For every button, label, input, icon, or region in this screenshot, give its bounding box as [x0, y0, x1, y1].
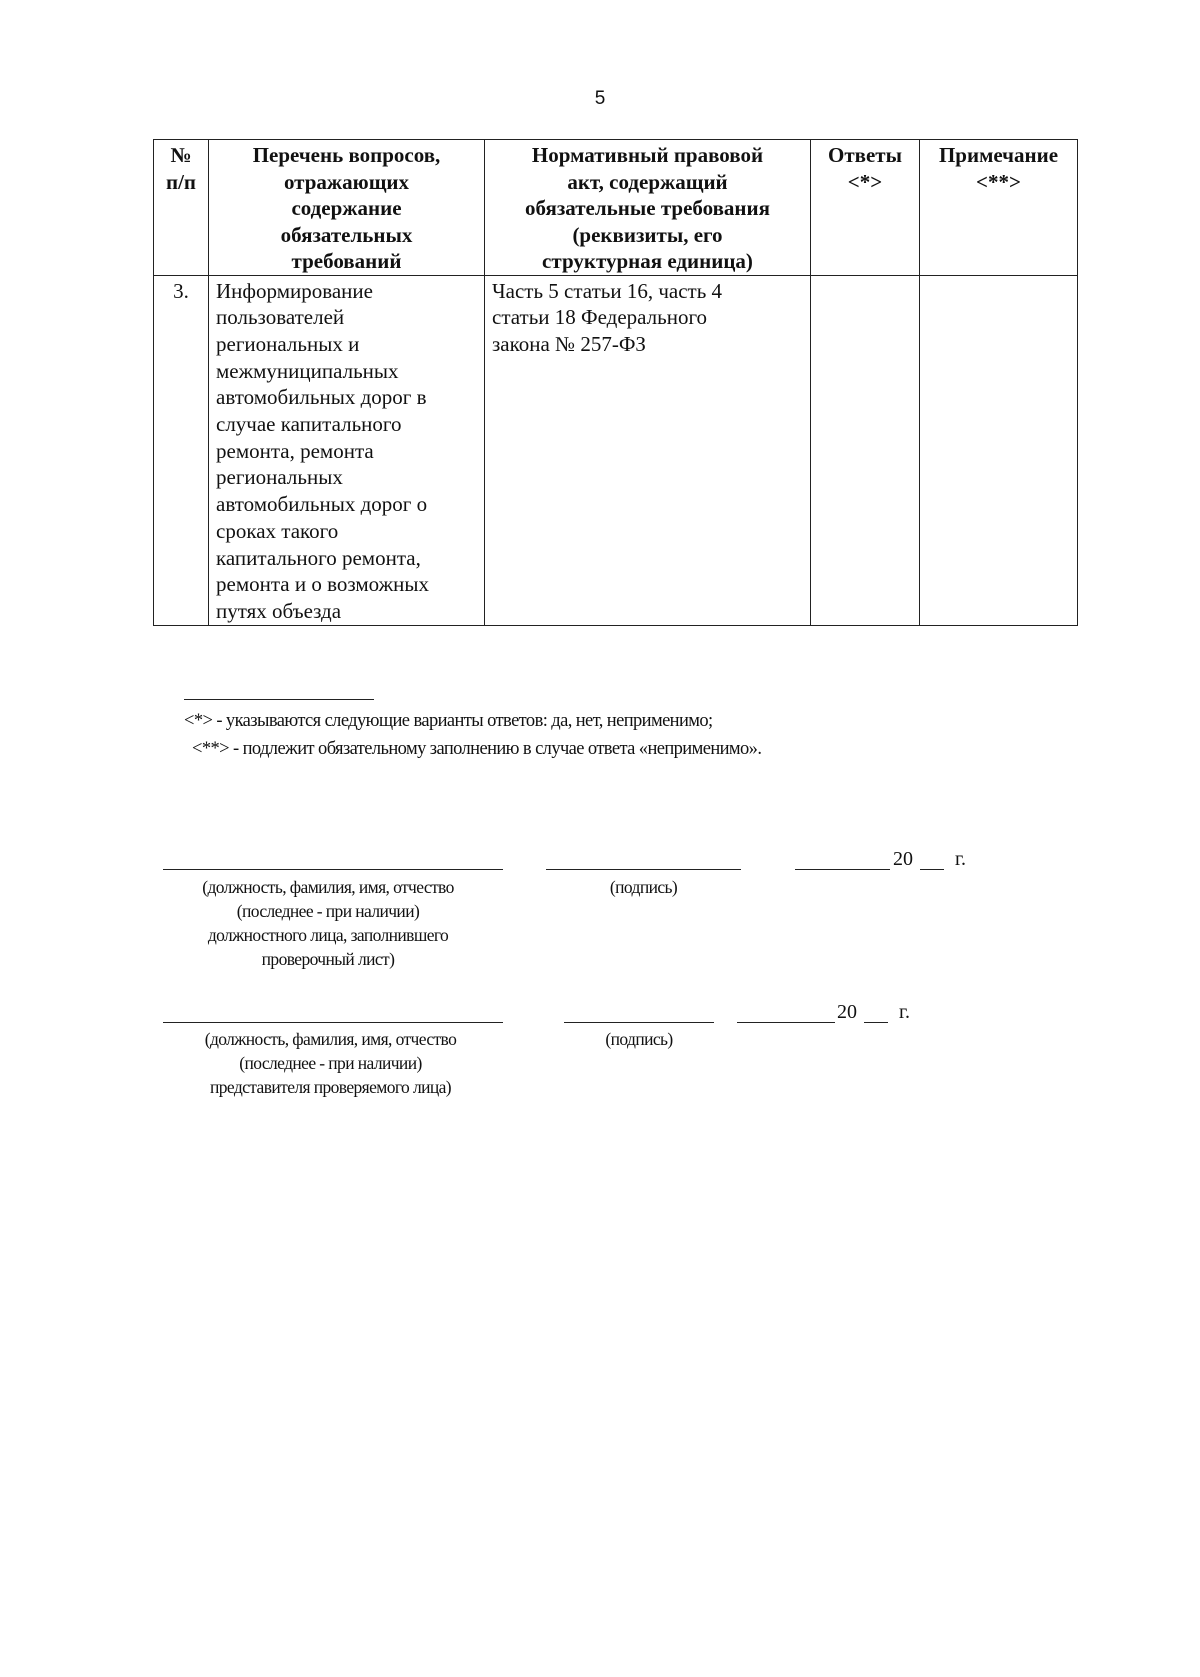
representative-year-prefix: 20	[837, 1001, 857, 1023]
caption-line: (последнее - при наличии)	[236, 901, 420, 921]
cell-line: пользователей	[216, 305, 345, 330]
representative-position-caption	[153, 1027, 508, 1099]
cell-line: Часть 5 статьи 16, часть 4	[492, 278, 723, 303]
cell-line: автомобильных дорог о	[216, 492, 428, 517]
cell-line: межмуниципальных	[216, 358, 399, 383]
inspector-year-line[interactable]	[920, 869, 944, 870]
representative-signature-line[interactable]	[564, 1022, 714, 1023]
caption-line: представителя проверяемого лица)	[209, 1077, 452, 1097]
cell-line: ремонта, ремонта	[216, 438, 374, 463]
caption-line: (должность, фамилия, имя, отчество	[204, 1029, 457, 1049]
cell-line: Информирование	[216, 278, 373, 303]
header-answer	[811, 140, 920, 276]
caption-line: (должность, фамилия, имя, отчество	[202, 877, 454, 897]
header-question	[209, 140, 485, 276]
representative-signature-caption: (подпись)	[605, 1029, 673, 1049]
footnote-answers: <*> - указываются следующие варианты ответов: да, нет, неприменимо;	[184, 711, 713, 731]
inspector-date-line[interactable]	[795, 869, 890, 870]
header-note	[920, 140, 1078, 276]
inspector-position-line[interactable]	[163, 869, 503, 870]
caption-line: (последнее - при наличии)	[239, 1053, 422, 1073]
table-row	[154, 275, 1078, 625]
cell-num: 3.	[154, 275, 209, 625]
inspector-year-suffix: г.	[955, 848, 966, 870]
cell-note[interactable]	[920, 275, 1078, 625]
header-line: акт, содержащий	[567, 169, 728, 194]
header-line: Примечание	[938, 143, 1059, 167]
header-line: требований	[291, 249, 402, 273]
header-line: Перечень вопросов,	[252, 143, 441, 167]
header-line: п/п	[165, 169, 197, 194]
header-num	[154, 140, 209, 276]
cell-line: сроках такого	[216, 518, 339, 543]
inspector-position-caption	[148, 875, 508, 971]
header-line: <**>	[976, 169, 1021, 194]
inspector-signature-caption: (подпись)	[609, 877, 678, 897]
representative-year-suffix: г.	[899, 1001, 910, 1023]
header-line: содержание	[291, 196, 402, 220]
caption-line: должностного лица, заполнившего	[207, 925, 449, 945]
cell-line: региональных и	[216, 331, 360, 356]
table-header-row	[154, 140, 1078, 276]
header-line: Нормативный правовой	[531, 143, 764, 167]
cell-line: автомобильных дорог в	[216, 385, 427, 410]
cell-line: закона № 257-ФЗ	[492, 331, 646, 356]
cell-question	[209, 275, 485, 625]
cell-line: региональных	[216, 465, 343, 490]
footnote-rule	[184, 699, 374, 700]
header-line: обязательные требования	[525, 196, 770, 220]
header-line: Ответы	[827, 143, 903, 167]
representative-position-line[interactable]	[163, 1022, 503, 1023]
representative-year-line[interactable]	[864, 1022, 888, 1023]
header-act	[485, 140, 811, 276]
cell-line: ремонта и о возможных	[216, 572, 429, 597]
header-line: отражающих	[283, 169, 410, 194]
page-number: 5	[594, 88, 606, 109]
header-line: (реквизиты, его	[572, 222, 723, 247]
header-line: №	[170, 143, 192, 167]
header-line: <*>	[847, 169, 883, 194]
inspector-year-prefix: 20	[893, 848, 913, 870]
footnote-note: <**> - подлежит обязательному заполнению в случае ответа «неприменимо».	[192, 739, 762, 759]
header-line: структурная единица)	[542, 249, 753, 273]
cell-answer[interactable]	[811, 275, 920, 625]
cell-line: случае капитального	[216, 412, 402, 437]
cell-act	[485, 275, 811, 625]
cell-line: путях объезда	[216, 598, 342, 623]
checklist-table	[153, 139, 1078, 626]
representative-date-line[interactable]	[737, 1022, 835, 1023]
cell-line: капитального ремонта,	[216, 545, 421, 570]
cell-line: статьи 18 Федерального	[492, 305, 708, 330]
caption-line: проверочный лист)	[261, 949, 395, 969]
inspector-signature-line[interactable]	[546, 869, 741, 870]
header-line: обязательных	[280, 222, 413, 247]
